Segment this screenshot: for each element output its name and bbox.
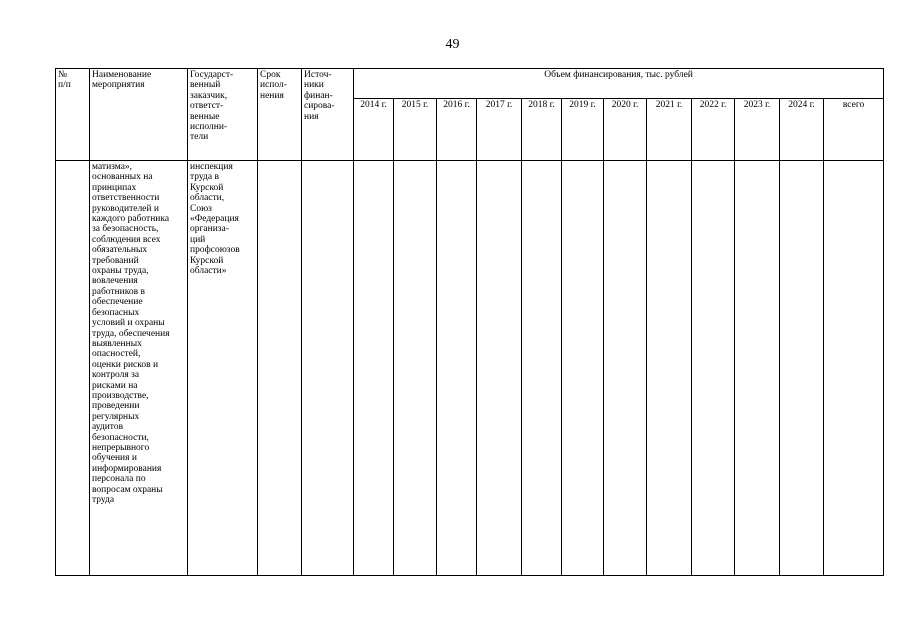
cell-total-value (824, 161, 884, 576)
cell-year-value (354, 161, 394, 576)
header-term: Срок испол- нения (258, 69, 302, 161)
header-year: 2019 г. (562, 99, 604, 161)
table-row (56, 161, 884, 576)
cell-sources (302, 161, 354, 576)
header-year: 2022 г. (692, 99, 735, 161)
header-year: 2018 г. (522, 99, 562, 161)
cell-year-value (437, 161, 477, 576)
header-sources: Источ- ники финан- сирова- ния (302, 69, 354, 161)
cell-year-value (780, 161, 824, 576)
header-year: 2023 г. (735, 99, 780, 161)
cell-year-value (394, 161, 437, 576)
cell-term (258, 161, 302, 576)
header-customer: Государст- венный заказчик, ответст- венные исполни- тели (188, 69, 258, 161)
header-name: Наименование мероприятия (90, 69, 188, 161)
cell-year-value (647, 161, 692, 576)
cell-year-value (562, 161, 604, 576)
cell-year-value (604, 161, 647, 576)
cell-year-value (522, 161, 562, 576)
header-year: 2020 г. (604, 99, 647, 161)
cell-customer: инспекция труда в Курской области, Союз «Федерация организа- ций профсоюзов Курской области» (188, 161, 258, 576)
header-year: 2014 г. (354, 99, 394, 161)
header-row-1 (56, 69, 884, 99)
header-num: № п/п (56, 69, 90, 161)
header-year: 2015 г. (394, 99, 437, 161)
program-table (55, 68, 884, 576)
header-finance-title: Объем финансирования, тыс. рублей (354, 69, 884, 99)
cell-year-value (692, 161, 735, 576)
header-year: 2017 г. (477, 99, 522, 161)
header-year: 2024 г. (780, 99, 824, 161)
cell-name: матизма», основанных на принципах ответственности руководителей и каждого работника за безопасность, соблюдения всех обязательных требований охраны труда, вовлечения работников в обеспечение безопасных условий и охраны труда, обеспечения выявленных опасностей, оценки рисков и контроля за рисками на производстве, проведении регулярных аудитов безопасности, непрерывного обучения и информирования персонала по вопросам охраны труда (90, 161, 188, 576)
cell-num (56, 161, 90, 576)
header-year: 2021 г. (647, 99, 692, 161)
header-year: 2016 г. (437, 99, 477, 161)
header-total: всего (824, 99, 884, 161)
page-number: 49 (445, 37, 460, 52)
cell-year-value (735, 161, 780, 576)
cell-year-value (477, 161, 522, 576)
